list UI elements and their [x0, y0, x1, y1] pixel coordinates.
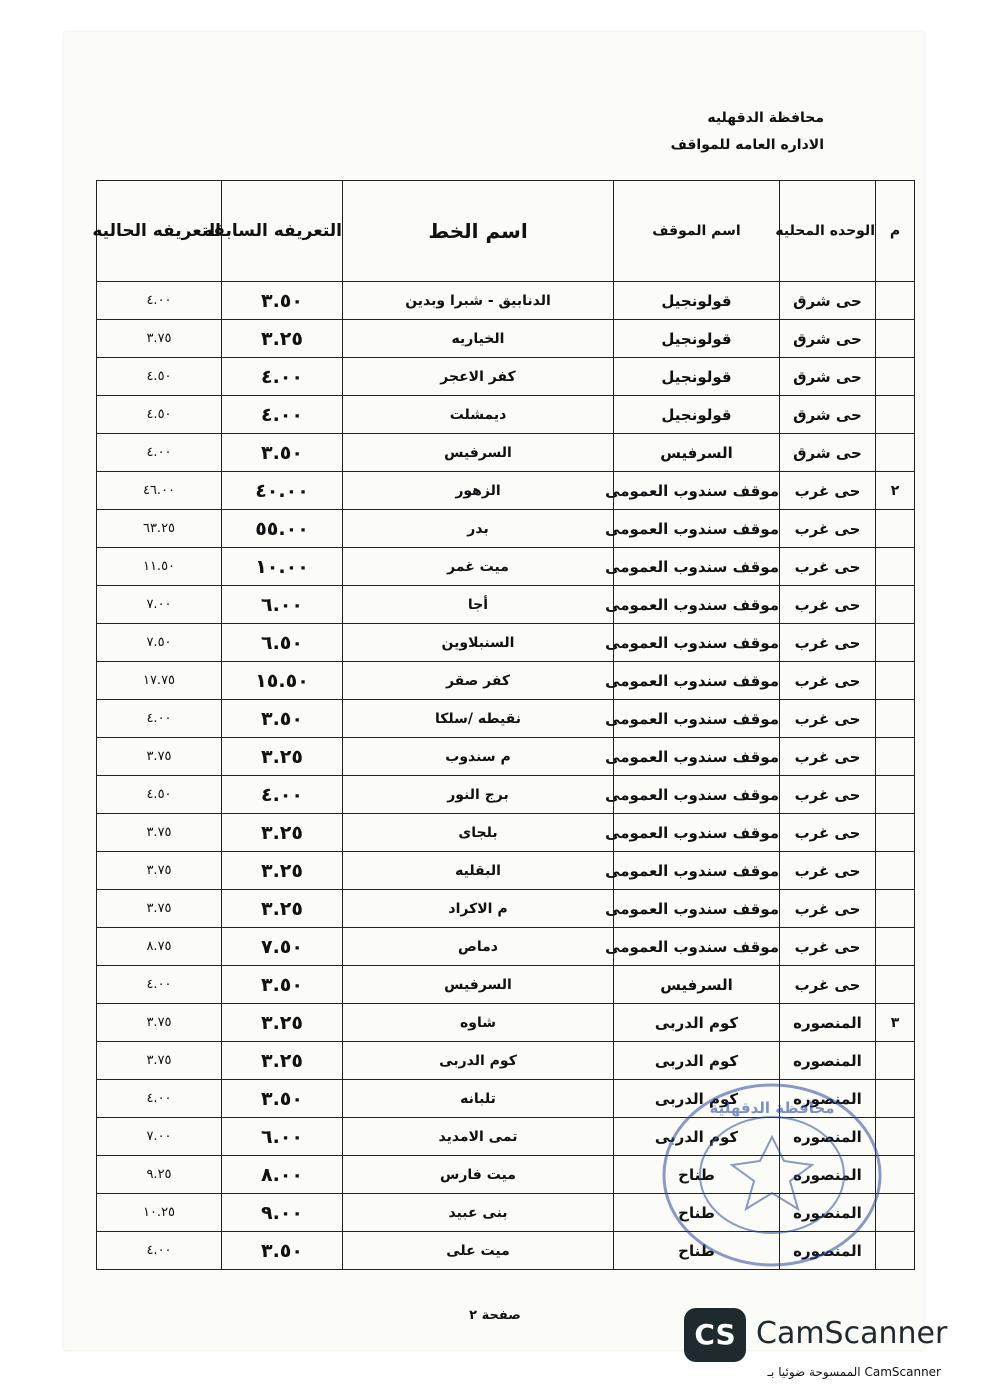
local-unit-cell: حى غرب: [780, 510, 876, 548]
previous-fare-cell: ٦.٠٠: [222, 586, 343, 624]
current-fare-cell: ٤.٠٠: [97, 1232, 222, 1270]
header-local-unit: الوحده المحليه: [780, 181, 876, 282]
table-row: [97, 1004, 915, 1042]
current-fare-cell: ١٠.٢٥: [97, 1194, 222, 1232]
station-name-cell: موقف سندوب العمومى: [614, 852, 780, 890]
line-name-cell: تمى الامديد: [343, 1118, 614, 1156]
previous-fare-cell: ١٥.٥٠: [222, 662, 343, 700]
previous-fare-cell: ٤٠.٠٠: [222, 472, 343, 510]
local-unit-cell: المنصوره: [780, 1118, 876, 1156]
row-index: [876, 510, 915, 548]
governorate-title: محافظة الدقهليه: [707, 110, 824, 126]
previous-fare-cell: ٣.٥٠: [222, 282, 343, 320]
local-unit-cell: حى غرب: [780, 662, 876, 700]
local-unit-cell: حى غرب: [780, 700, 876, 738]
previous-fare-cell: ٣.٥٠: [222, 700, 343, 738]
station-name-cell: موقف سندوب العمومى: [614, 662, 780, 700]
local-unit-cell: المنصوره: [780, 1004, 876, 1042]
table-row: [97, 1042, 915, 1080]
row-index: [876, 890, 915, 928]
table-row: [97, 1118, 915, 1156]
row-index: [876, 1080, 915, 1118]
local-unit-cell: حى غرب: [780, 852, 876, 890]
station-name-cell: السرفيس: [614, 434, 780, 472]
camscanner-subtitle: الممسوحة ضوئيا بـ CamScanner: [767, 1365, 941, 1379]
row-index: [876, 1232, 915, 1270]
local-unit-cell: حى غرب: [780, 776, 876, 814]
station-name-cell: قولونجيل: [614, 320, 780, 358]
current-fare-cell: ٤.٥٠: [97, 776, 222, 814]
station-name-cell: كوم الدربى: [614, 1042, 780, 1080]
station-name-cell: موقف سندوب العمومى: [614, 738, 780, 776]
table-row: [97, 928, 915, 966]
local-unit-cell: المنصوره: [780, 1232, 876, 1270]
table-row: [97, 396, 915, 434]
previous-fare-cell: ٣.٢٥: [222, 1004, 343, 1042]
table-row: [97, 1080, 915, 1118]
local-unit-cell: المنصوره: [780, 1042, 876, 1080]
current-fare-cell: ٣.٧٥: [97, 852, 222, 890]
previous-fare-cell: ٣.٢٥: [222, 852, 343, 890]
line-name-cell: السرفيس: [343, 434, 614, 472]
current-fare-cell: ٣.٧٥: [97, 1042, 222, 1080]
line-name-cell: دماص: [343, 928, 614, 966]
current-fare-cell: ٣.٧٥: [97, 320, 222, 358]
station-name-cell: موقف سندوب العمومى: [614, 890, 780, 928]
table-row: [97, 358, 915, 396]
previous-fare-cell: ٣.٢٥: [222, 814, 343, 852]
header-station-name: اسم الموقف: [614, 181, 780, 282]
previous-fare-cell: ٣.٥٠: [222, 1080, 343, 1118]
local-unit-cell: حى شرق: [780, 282, 876, 320]
table-row: [97, 1156, 915, 1194]
station-name-cell: موقف سندوب العمومى: [614, 586, 780, 624]
current-fare-cell: ٤.٥٠: [97, 358, 222, 396]
previous-fare-cell: ٣.٢٥: [222, 320, 343, 358]
current-fare-cell: ٣.٧٥: [97, 1004, 222, 1042]
line-name-cell: الزهور: [343, 472, 614, 510]
row-index: [876, 624, 915, 662]
row-index: [876, 1194, 915, 1232]
camscanner-logo: CS: [684, 1308, 746, 1362]
line-name-cell: كفر صقر: [343, 662, 614, 700]
line-name-cell: السنبلاوين: [343, 624, 614, 662]
line-name-cell: نقيطه /سلكا: [343, 700, 614, 738]
current-fare-cell: ٤.٠٠: [97, 282, 222, 320]
current-fare-cell: ٣.٧٥: [97, 814, 222, 852]
station-name-cell: كوم الدربى: [614, 1080, 780, 1118]
current-fare-cell: ٧.٠٠: [97, 586, 222, 624]
previous-fare-cell: ٩.٠٠: [222, 1194, 343, 1232]
local-unit-cell: حى غرب: [780, 928, 876, 966]
current-fare-cell: ٤.٠٠: [97, 434, 222, 472]
current-fare-cell: ٧.٥٠: [97, 624, 222, 662]
current-fare-cell: ١١.٥٠: [97, 548, 222, 586]
previous-fare-cell: ٤.٠٠: [222, 358, 343, 396]
row-index: [876, 662, 915, 700]
line-name-cell: بلجاى: [343, 814, 614, 852]
current-fare-cell: ٣.٧٥: [97, 890, 222, 928]
table-row: [97, 814, 915, 852]
local-unit-cell: المنصوره: [780, 1156, 876, 1194]
previous-fare-cell: ١٠.٠٠: [222, 548, 343, 586]
line-name-cell: ميت غمر: [343, 548, 614, 586]
local-unit-cell: المنصوره: [780, 1080, 876, 1118]
current-fare-cell: ٣.٧٥: [97, 738, 222, 776]
row-index: [876, 966, 915, 1004]
local-unit-cell: حى شرق: [780, 396, 876, 434]
station-name-cell: موقف سندوب العمومى: [614, 624, 780, 662]
previous-fare-cell: ٣.٥٠: [222, 966, 343, 1004]
table-row: [97, 320, 915, 358]
current-fare-cell: ٧.٠٠: [97, 1118, 222, 1156]
header-line-name: اسم الخط: [343, 181, 614, 282]
table-row: [97, 472, 915, 510]
current-fare-cell: ٤.٠٠: [97, 700, 222, 738]
row-index: [876, 776, 915, 814]
previous-fare-cell: ٨.٠٠: [222, 1156, 343, 1194]
row-index: [876, 434, 915, 472]
page-number: صفحة ٢: [469, 1308, 521, 1323]
local-unit-cell: حى غرب: [780, 890, 876, 928]
station-name-cell: كوم الدربى: [614, 1004, 780, 1042]
station-name-cell: طناح: [614, 1194, 780, 1232]
header-current-fare: التعريفه الحاليه: [97, 181, 222, 282]
row-index: [876, 1118, 915, 1156]
row-index: ٣: [876, 1004, 915, 1042]
table-row: [97, 282, 915, 320]
station-name-cell: موقف سندوب العمومى: [614, 510, 780, 548]
station-name-cell: قولونجيل: [614, 396, 780, 434]
camscanner-name: CamScanner: [756, 1316, 948, 1351]
table-row: [97, 510, 915, 548]
row-index: [876, 396, 915, 434]
row-index: [876, 928, 915, 966]
table-row: [97, 1194, 915, 1232]
row-index: [876, 282, 915, 320]
table-row: [97, 966, 915, 1004]
station-name-cell: موقف سندوب العمومى: [614, 928, 780, 966]
line-name-cell: البقليه: [343, 852, 614, 890]
fare-table: [92, 180, 915, 1270]
row-index: [876, 814, 915, 852]
table-row: [97, 700, 915, 738]
line-name-cell: كفر الاعجر: [343, 358, 614, 396]
local-unit-cell: حى غرب: [780, 624, 876, 662]
local-unit-cell: حى شرق: [780, 358, 876, 396]
header-index: م: [876, 181, 915, 282]
row-index: [876, 548, 915, 586]
stamp-lettering: محافظة الدقهلية: [709, 1099, 835, 1117]
station-name-cell: قولونجيل: [614, 358, 780, 396]
row-index: ٢: [876, 472, 915, 510]
table-row: [97, 586, 915, 624]
line-name-cell: أجا: [343, 586, 614, 624]
station-name-cell: موقف سندوب العمومى: [614, 814, 780, 852]
table-row: [97, 776, 915, 814]
current-fare-cell: ٩.٢٥: [97, 1156, 222, 1194]
row-index: [876, 852, 915, 890]
local-unit-cell: حى غرب: [780, 814, 876, 852]
line-name-cell: بنى عبيد: [343, 1194, 614, 1232]
previous-fare-cell: ٦.٥٠: [222, 624, 343, 662]
local-unit-cell: حى غرب: [780, 586, 876, 624]
table-row: [97, 738, 915, 776]
previous-fare-cell: ٤.٠٠: [222, 396, 343, 434]
current-fare-cell: ٤.٠٠: [97, 1080, 222, 1118]
previous-fare-cell: ٤.٠٠: [222, 776, 343, 814]
station-name-cell: طناح: [614, 1156, 780, 1194]
current-fare-cell: ٦٣.٢٥: [97, 510, 222, 548]
previous-fare-cell: ٦.٠٠: [222, 1118, 343, 1156]
line-name-cell: م الاكراد: [343, 890, 614, 928]
local-unit-cell: حى شرق: [780, 320, 876, 358]
current-fare-cell: ٤.٠٠: [97, 966, 222, 1004]
line-name-cell: شاوه: [343, 1004, 614, 1042]
table-row: [97, 434, 915, 472]
header-previous-fare: التعريفه السابقه: [222, 181, 343, 282]
row-index: [876, 586, 915, 624]
local-unit-cell: حى غرب: [780, 738, 876, 776]
current-fare-cell: ٨.٧٥: [97, 928, 222, 966]
station-name-cell: موقف سندوب العمومى: [614, 776, 780, 814]
row-index: [876, 1042, 915, 1080]
local-unit-cell: حى غرب: [780, 966, 876, 1004]
row-index: [876, 738, 915, 776]
previous-fare-cell: ٣.٥٠: [222, 434, 343, 472]
table-row: [97, 548, 915, 586]
row-index: [876, 358, 915, 396]
line-name-cell: م سندوب: [343, 738, 614, 776]
line-name-cell: برج النور: [343, 776, 614, 814]
table-row: [97, 624, 915, 662]
station-name-cell: موقف سندوب العمومى: [614, 472, 780, 510]
previous-fare-cell: ٣.٢٥: [222, 738, 343, 776]
previous-fare-cell: ٣.٥٠: [222, 1232, 343, 1270]
previous-fare-cell: ٥٥.٠٠: [222, 510, 343, 548]
station-name-cell: كوم الدربى: [614, 1118, 780, 1156]
local-unit-cell: حى شرق: [780, 434, 876, 472]
station-name-cell: قولونجيل: [614, 282, 780, 320]
table-row: [97, 1232, 915, 1270]
line-name-cell: الدنابيق - شبرا وبدين: [343, 282, 614, 320]
current-fare-cell: ١٧.٧٥: [97, 662, 222, 700]
table-row: [97, 852, 915, 890]
row-index: [876, 320, 915, 358]
previous-fare-cell: ٣.٢٥: [222, 1042, 343, 1080]
station-name-cell: طناح: [614, 1232, 780, 1270]
table-header-row: [97, 181, 915, 282]
local-unit-cell: حى غرب: [780, 472, 876, 510]
previous-fare-cell: ٧.٥٠: [222, 928, 343, 966]
row-index: [876, 1156, 915, 1194]
local-unit-cell: حى غرب: [780, 548, 876, 586]
line-name-cell: ميت على: [343, 1232, 614, 1270]
local-unit-cell: المنصوره: [780, 1194, 876, 1232]
table-row: [97, 890, 915, 928]
previous-fare-cell: ٣.٢٥: [222, 890, 343, 928]
table-body: [97, 282, 915, 1270]
station-name-cell: موقف سندوب العمومى: [614, 700, 780, 738]
line-name-cell: بدر: [343, 510, 614, 548]
station-name-cell: موقف سندوب العمومى: [614, 548, 780, 586]
current-fare-cell: ٤.٥٠: [97, 396, 222, 434]
line-name-cell: كوم الدربى: [343, 1042, 614, 1080]
current-fare-cell: ٤٦.٠٠: [97, 472, 222, 510]
line-name-cell: ديمشلت: [343, 396, 614, 434]
line-name-cell: الخياريه: [343, 320, 614, 358]
line-name-cell: السرفيس: [343, 966, 614, 1004]
line-name-cell: تلبانه: [343, 1080, 614, 1118]
table-row: [97, 662, 915, 700]
line-name-cell: ميت فارس: [343, 1156, 614, 1194]
department-title: الاداره العامه للمواقف: [670, 137, 824, 153]
row-index: [876, 700, 915, 738]
station-name-cell: السرفيس: [614, 966, 780, 1004]
